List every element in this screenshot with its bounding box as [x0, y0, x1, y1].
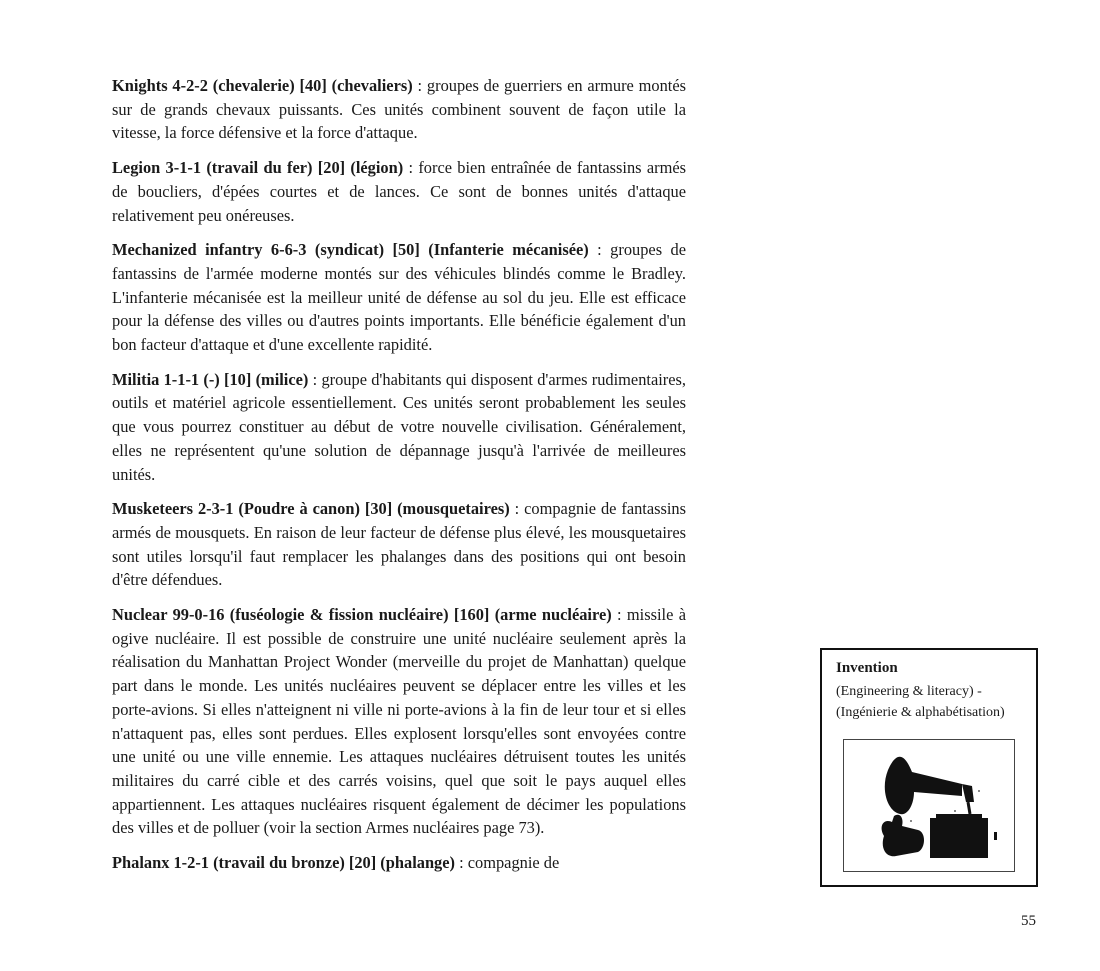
entry-body: : groupes de guerriers en armure montés sur de grands chevaux puissants. Ces unités combinent souvent de façon utile la vitesse, la force défensive et la force d'attaque. [112, 76, 687, 143]
entry-knights [112, 74, 686, 145]
gramophone-icon [843, 739, 1015, 872]
sidebar-title: Invention [836, 660, 898, 676]
entry-legion [112, 156, 686, 227]
entry-musketeers [112, 497, 686, 592]
entry-title: Nuclear 99-0-16 (fuséologie & fission nucléaire) [160] (arme nucléaire) [112, 605, 612, 625]
entry-body: : groupe d'habitants qui disposent d'armes rudimentaires, outils et matériel agricole essentiellement. Ces unités seront probablement les seules que vous pourrez constituer au début de votre nouvelle civilisation. Généralement, elles ne représentent qu'une solution de dépannage jusqu'à l'arrivée de meilleures unités. [112, 369, 686, 484]
unit-descriptions [112, 74, 686, 886]
entry-militia [112, 368, 686, 487]
entry-body: : missile à ogive nucléaire. Il est possible de construire une unité nucléaire seulement après la réalisation du Manhattan Project Wonder (merveille du projet de Manhattan) quelque part dans le monde. Les unités nucléaires peuvent se déplacer entre les villes et les porte-avions. Si elles n'atteignent ni ville ni porte-avions à la fin de leur tour et si elles n'attaquent pas, elles sont perdues. Elles explosent lorsqu'elles sont envoyées contre une unité ou une ville ennemie. Les attaques nucléaires détruisent toutes les unités militaires du carré cible et des carrés voisins, quel que soit le pays auquel elles appartiennent. Les attaques nucléaires risquent également de décimer les populations des villes et de polluer (voir la section Armes nucléaires page 73). [112, 605, 686, 838]
entry-body: : compagnie de fantassins armés de mousquets. En raison de leur facteur de défense plus élevé, les mousquetaires sont utiles lorsqu'il faut remplacer les phalanges dans des positions qui ont besoin d'être défendues. [112, 499, 687, 590]
entry-mechanized-infantry [112, 238, 686, 357]
page-number: 55 [1021, 913, 1036, 929]
entry-title: Musketeers 2-3-1 (Poudre à canon) [30] (mousquetaires) [112, 499, 510, 519]
gramophone-icon [844, 740, 1014, 871]
entry-phalanx [112, 851, 686, 875]
entry-title: Phalanx 1-2-1 (travail du bronze) [20] (phalange) [112, 853, 455, 873]
sidebar-french-name: (Ingénierie & alphabétisation) [836, 705, 1005, 720]
entry-title: Knights 4-2-2 (chevalerie) [40] (chevaliers) [112, 76, 413, 95]
sidebar-english-name: (Engineering & literacy) - [836, 684, 982, 699]
invention-sidebar [820, 648, 1038, 887]
entry-body: : compagnie de [455, 853, 560, 873]
entry-nuclear [112, 603, 686, 840]
entry-title: Legion 3-1-1 (travail du fer) [20] (légion) [112, 158, 404, 178]
entry-body: : force bien entraînée de fantassins armés de boucliers, d'épées courtes et de lances. Ce sont de bonnes unités d'attaque relativement peu onéreuses. [112, 158, 686, 225]
entry-title: Mechanized infantry 6-6-3 (syndicat) [50] (Infanterie mécanisée) [112, 240, 589, 260]
entry-title: Militia 1-1-1 (-) [10] (milice) [112, 369, 309, 389]
entry-body: : groupes de fantassins de l'armée moderne montés sur des véhicules blindés comme le Bradley. L'infanterie mécanisée est la meilleur unité de défense au sol du jeu. Elle est efficace pour la défense des villes ou d'autres points importants. Elle bénéficie également d'un bon facteur d'attaque et d'une excellente rapidité. [112, 240, 686, 355]
